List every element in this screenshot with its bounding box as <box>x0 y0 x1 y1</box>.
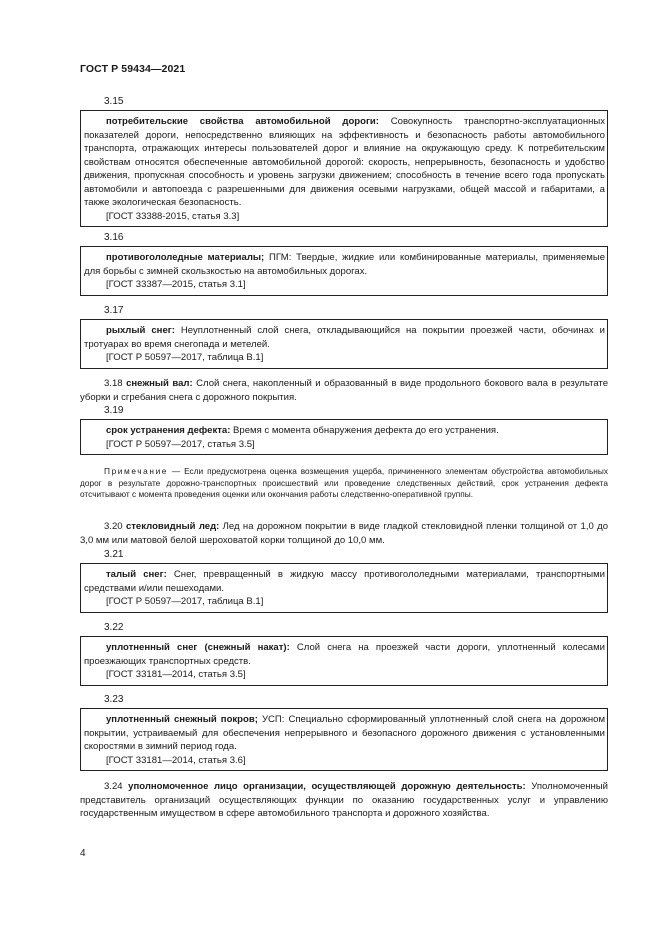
term-title: снежный вал: <box>126 378 193 389</box>
term-number: 3.24 <box>104 781 123 792</box>
term-definition: Слой снега на проезжей части дороги, уплотненный колесами проезжающих транспортных средств. <box>84 642 605 667</box>
term-box <box>80 636 608 686</box>
term-reference: [ГОСТ Р 50597—2017, таблица В.1] <box>106 352 264 363</box>
term-number: 3.16 <box>104 232 124 243</box>
term-definition: Неуплотненный слой снега, откладывающийся на покрытии проезжей части, обочинах и тротуарах во время снегопада и метелей. <box>84 325 606 350</box>
term-box <box>80 563 608 613</box>
term-reference: [ГОСТ 33181—2014, статья 3.6] <box>106 754 246 766</box>
term-title: стекловидный лед: <box>125 521 220 532</box>
term-number: 3.19 <box>104 405 124 416</box>
term-number: 3.20 <box>104 521 123 532</box>
term-number: 3.17 <box>104 305 124 316</box>
term-box <box>80 419 608 455</box>
term-title: рыхлый снег: <box>106 325 175 336</box>
term-definition: Время с момента обнаружения дефекта до его устранения. <box>230 425 499 436</box>
term-reference: [ГОСТ Р 50597—2017, таблица В.1] <box>106 596 264 607</box>
term-title: противогололедные материалы; <box>106 252 265 263</box>
term-definition: Лед на дорожном покрытии в виде гладкой стекловидной пленки толщиной от 1,0 до 3,0 мм или матовой белой шероховатой корки толщиной до 10,0 мм. <box>80 521 609 546</box>
term-definition: УСП: Специально сформированный уплотненный слой снега на дорожном покрытии, устраиваемый для обеспечения непрерывного и безопасного дорожного движения с установленными скоростями в зимний период года. <box>84 714 606 752</box>
term-paragraph <box>80 377 608 404</box>
term-paragraph <box>80 520 608 547</box>
term-box <box>80 110 608 227</box>
term-definition: Слой снега, накопленный и образованный в виде продольного бокового вала в результате уборки и сгребания снега с дорожного покрытия. <box>80 378 609 403</box>
term-definition: ПГМ: Твердые, жидкие или комбинированные материалы, применяемые для борьбы с зимней скользкостью на автомобильных дорогах. <box>84 252 605 277</box>
term-number: 3.23 <box>104 694 124 705</box>
term-title: срок устранения дефекта: <box>106 425 231 436</box>
note-paragraph <box>80 466 608 501</box>
term-title: уплотненный снег (снежный накат): <box>106 642 290 653</box>
document-header: ГОСТ Р 59434—2021 <box>80 63 186 75</box>
term-box <box>80 319 608 369</box>
term-number: 3.21 <box>104 549 124 560</box>
term-title: уплотненный снежный покров; <box>106 714 258 725</box>
page-number: 4 <box>80 848 86 859</box>
term-number: 3.15 <box>104 96 124 107</box>
term-reference: [ГОСТ Р 50597—2017, статья 3.5] <box>106 438 255 450</box>
term-definition: Совокупность транспортно-эксплуатационных показателей дороги, непосредственно влияющих на эффективность и безопасность работы автомобильного транспорта, отражающих интересы пользователей дорог и влияние на окружающую среду. К потребительским свойствам относятся обеспеченные автомобильной дорогой: скорость, непрерывность, безопасность и удобство движения, пропускная способность и уровень загрузки движением; способность в течение всего года пропускать автомобили и автопоезда с разрешенными для движения осевыми нагрузками, общей массой и габаритами, а также экологическая безопасность. <box>84 116 605 208</box>
term-title: потребительские свойства автомобильной дороги: <box>106 116 379 127</box>
note-text: — Если предусмотрена оценка возмещения ущерба, причиненного элементам обустройства автомобильных дорог в результате дорожно-транспортных происшествий или проведение следственных действий, срок устранения дефекта отсчитывают с момента проведения оценки или окончания работы следственно-оперативной группы. <box>80 466 608 500</box>
term-reference: [ГОСТ 33181—2014, статья 3.5] <box>106 669 246 680</box>
term-definition: Снег, превращенный в жидкую массу противогололедными материалами, транспортными средствами и/или пешеходами. <box>84 569 605 594</box>
term-title: талый снег: <box>106 569 167 580</box>
term-reference: [ГОСТ 33387—2015, статья 3.1] <box>106 279 246 290</box>
term-box <box>80 708 608 771</box>
term-box <box>80 246 608 296</box>
term-title: уполномоченное лицо организации, осуществляющей дорожную деятельность: <box>128 781 526 792</box>
term-paragraph <box>80 780 608 821</box>
term-reference: [ГОСТ 33388-2015, статья 3.3] <box>106 210 240 222</box>
term-definition: Уполномоченный представитель организаций осуществляющих функции по оказанию государственных услуг и управлению государственным имуществом в сфере автомобильного транспорта и дорожного хозяйства. <box>80 781 608 819</box>
term-number: 3.22 <box>104 622 124 633</box>
note-label: Примечание <box>104 466 169 476</box>
term-number: 3.18 <box>104 378 123 389</box>
